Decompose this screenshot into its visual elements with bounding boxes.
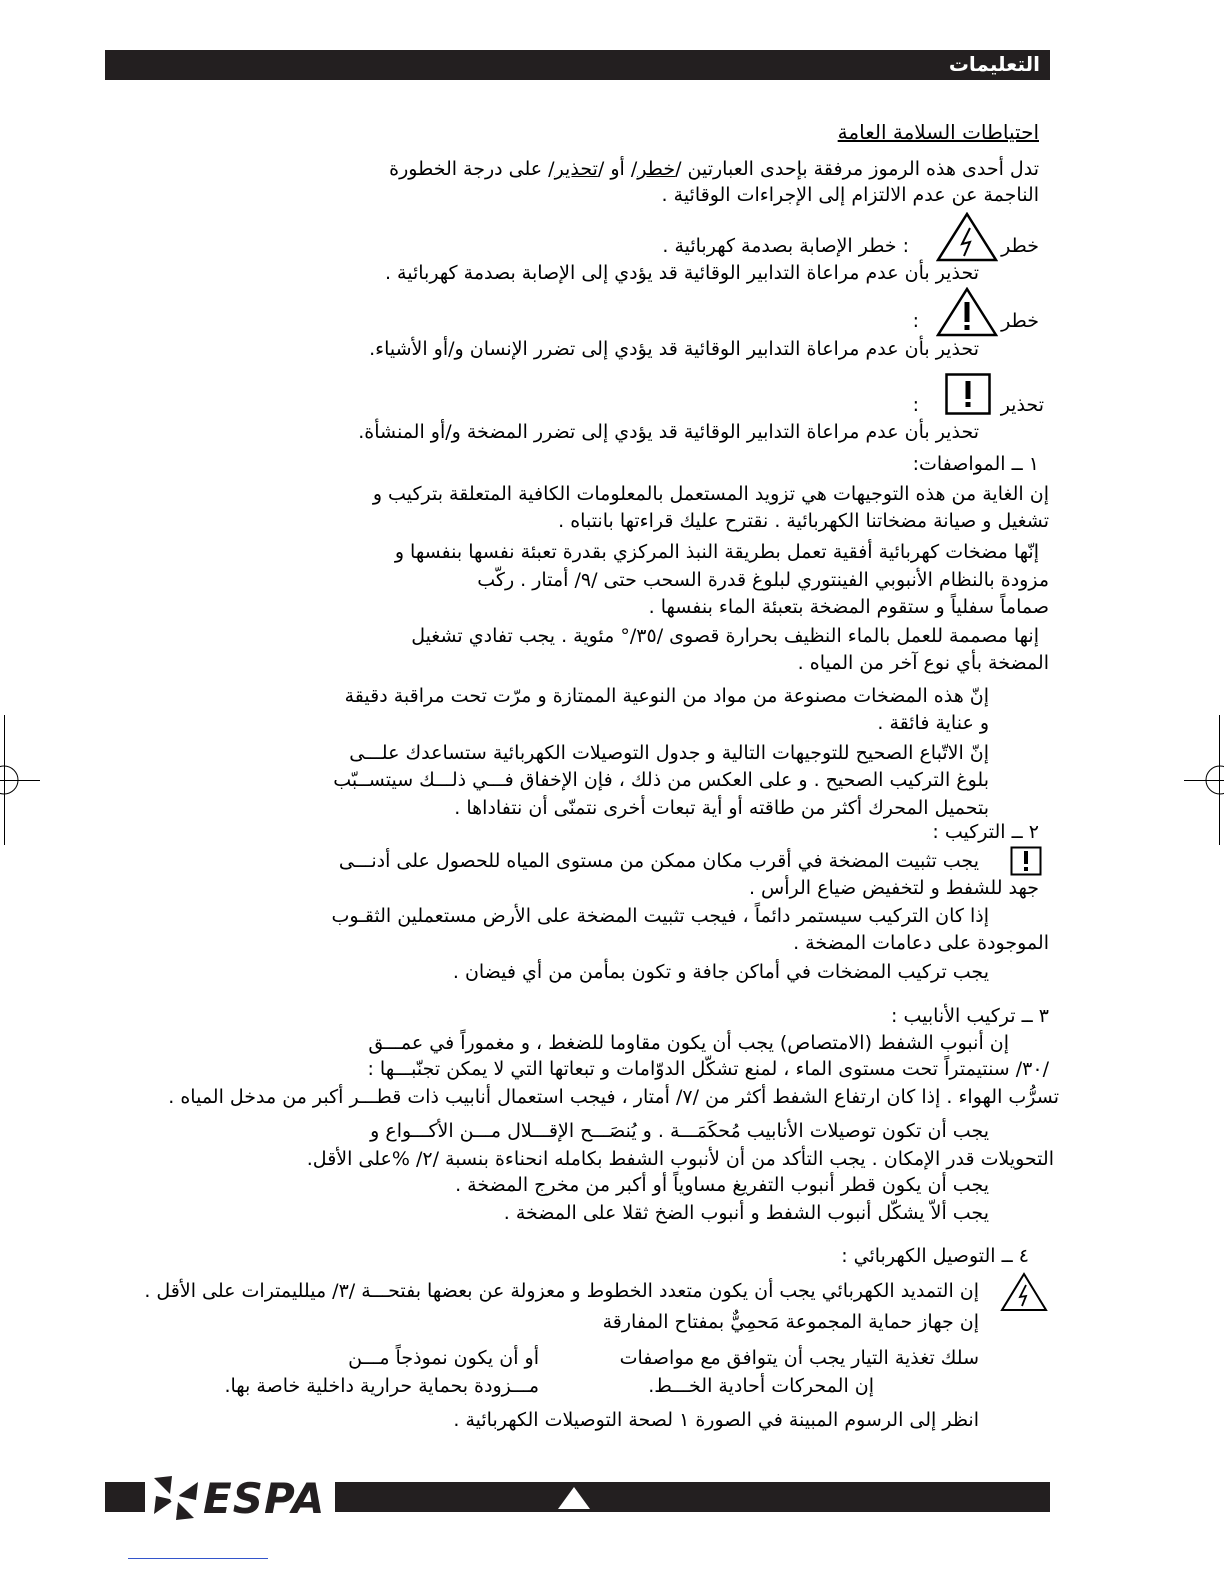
registration-mark <box>1204 764 1224 796</box>
section2-line: يجب تثبيت المضخة في أقرب مكان ممكن من مستوى المياه للحصول على أدنـــى <box>338 850 979 872</box>
header-bar <box>105 50 1050 80</box>
general-hazard-warning: تحذير بأن عدم مراعاة التدابير الوقائية قد يؤدي إلى تضرر الإنسان و/أو الأشياء. <box>369 338 979 360</box>
section4-line: إن التمديد الكهربائي يجب أن يكون متعدد الخطوط و معزولة عن بعضها بفتحـــة /٣/ ميلليمترات على الأقل . <box>144 1280 979 1302</box>
section4-line: إن المحركات أحادية الخـــط. <box>648 1375 874 1397</box>
caution-label: تحذير <box>1000 394 1044 416</box>
section4-line: سلك تغذية التيار يجب أن يتوافق مع مواصفات <box>619 1347 979 1369</box>
section4-line: انظر إلى الرسوم المبينة في الصورة ١ لصحة التوصيلات الكهربائية . <box>453 1409 979 1431</box>
section1-line: إنّ الاتّباع الصحيح للتوجيهات التالية و جدول التوصيلات الكهربائية ستساعدك علـــى <box>349 742 989 764</box>
section4-line: إن جهاز حماية المجموعة مَحمِيٌّ بمفتاح المفارقة <box>602 1311 979 1333</box>
section3-line: يجب أن تكون توصيلات الأنابيب مُحكَمَـــة . و يُنصَـــح الإقـــلال مـــن الأكـــواع و <box>370 1120 989 1142</box>
general-hazard-label: خطر <box>1001 310 1039 332</box>
section3-line: تسرُّب الهواء . إذا كان ارتفاع الشفط أكثر من /٧/ أمتار ، فيجب استعمال أنابيب ذات قطـــر أكبر من مدخل المياه . <box>168 1086 1059 1108</box>
section2-heading: ٢ ــ التركيب : <box>932 821 1039 843</box>
electric-hazard-warning: تحذير بأن عدم مراعاة التدابير الوقائية قد يؤدي إلى الإصابة بصدمة كهربائية . <box>384 262 979 284</box>
general-hazard-colon: : <box>912 310 919 332</box>
section1-line: صماماً سفلياً و ستقوم المضخة بتعبئة الماء بنفسها . <box>648 596 1049 618</box>
section1-line: بتحميل المحرك أكثر من طاقته أو أية تبعات أخرى نتمنّى أن نتفاداها . <box>454 797 989 819</box>
section1-line: إنّها مضخات كهربائية أفقية تعمل بطريقة النبذ المركزي بقدرة تعبئة نفسها بنفسها و <box>394 541 1039 563</box>
section1-line: مزودة بالنظام الأنبوبي الفينتوري لبلوغ قدرة السحب حتى /٩/ أمتار . ركّب <box>477 569 1049 591</box>
section-title: احتياطات السلامة العامة <box>837 120 1039 144</box>
section2-line: الموجودة على دعامات المضخة . <box>793 932 1049 954</box>
section1-line: إنّ هذه المضخات مصنوعة من مواد من النوعية الممتازة و مرّت تحت مراقبة دقيقة <box>344 685 989 707</box>
electric-hazard-desc: : خطر الإصابة بصدمة كهربائية . <box>662 235 909 257</box>
footer-bar-right <box>335 1482 1050 1512</box>
caution-colon: : <box>912 394 919 416</box>
section1-line: المضخة بأي نوع آخر من المياه . <box>797 652 1049 674</box>
section2-line: إذا كان التركيب سيستمر دائماً ، فيجب تثبيت المضخة على الأرض مستعملين الثقـوب <box>331 905 989 927</box>
section2-line: يجب تركيب المضخات في أماكن جافة و تكون بمأمن من أي فيضان . <box>452 961 989 983</box>
header-title: التعليمات <box>948 52 1040 76</box>
footer-bar-left <box>105 1482 145 1512</box>
electric-hazard-label: خطر <box>1001 235 1039 257</box>
registration-mark <box>0 764 20 796</box>
triangle-up-icon <box>555 1484 593 1512</box>
electric-hazard-icon <box>1000 1272 1048 1312</box>
general-hazard-icon <box>936 287 998 337</box>
section1-line: و عناية فائقة . <box>877 712 989 734</box>
section3-line: /٣٠/ سنتيمتراً تحت مستوى الماء ، لمنع تشكّل الدوّامات و تبعاتها التي لا يمكن تجنّبـــها : <box>367 1058 1049 1080</box>
section4-line: أو أن يكون نموذجاً مـــن <box>348 1347 539 1369</box>
intro-line-1: تدل أحدى هذه الرموز مرفقة بإحدى العبارتين /خطر/ أو /تحذير/ على درجة الخطورة <box>389 158 1039 180</box>
section3-heading: ٣ ــ تركيب الأنابيب : <box>891 1005 1049 1027</box>
section3-line: التحويلات قدر الإمكان . يجب التأكد من أن لأنبوب الشفط بكامله انحناءة بنسبة /٢/ %على الأقل. <box>306 1148 1054 1170</box>
section4-heading: ٤ ــ التوصيل الكهربائي : <box>841 1245 1029 1267</box>
section1-line: تشغيل و صيانة مضخاتنا الكهربائية . نقترح عليك قراءتها بانتباه . <box>558 510 1049 532</box>
section4-line: مـــزودة بحماية حرارية داخلية خاصة بها. <box>224 1375 539 1397</box>
caution-icon <box>945 373 991 415</box>
section2-line: جهد للشفط و لتخفيض ضياع الرأس . <box>748 877 1039 899</box>
section1-line: إن الغاية من هذه التوجيهات هي تزويد المستعمل بالمعلومات الكافية المتعلقة بتركيب و <box>372 483 1049 505</box>
footer-underline <box>128 1558 268 1559</box>
section1-heading: ١ ــ المواصفات: <box>912 453 1039 475</box>
espa-logo-text: ESPA <box>203 1474 326 1523</box>
section1-line: بلوغ التركيب الصحيح . و على العكس من ذلك ، فإن الإخفاق فـــي ذلـــك سيتســبّب <box>333 769 989 791</box>
section1-line: إنها مصممة للعمل بالماء النظيف بحرارة قصوى /٣٥/° مئوية . يجب تفادي تشغيل <box>411 625 1039 647</box>
electric-hazard-icon <box>936 212 998 262</box>
section3-line: يجب أن يكون قطر أنبوب التفريغ مساوياً أو أكبر من مخرج المضخة . <box>455 1174 989 1196</box>
caution-warning: تحذير بأن عدم مراعاة التدابير الوقائية قد يؤدي إلى تضرر المضخة و/أو المنشأة. <box>358 421 979 443</box>
intro-line-2: الناجمة عن عدم الالتزام إلى الإجراءات الوقائية . <box>661 184 1039 206</box>
section3-line: إن أنبوب الشفط (الامتصاص) يجب أن يكون مقاوما للضغط ، و مغموراً في عمـــق <box>368 1032 1009 1054</box>
caution-icon <box>1010 846 1042 876</box>
espa-logo-icon <box>148 1468 204 1528</box>
section3-line: يجب ألاّ يشكّل أنبوب الشفط و أنبوب الضخ ثقلا على المضخة . <box>503 1202 989 1224</box>
